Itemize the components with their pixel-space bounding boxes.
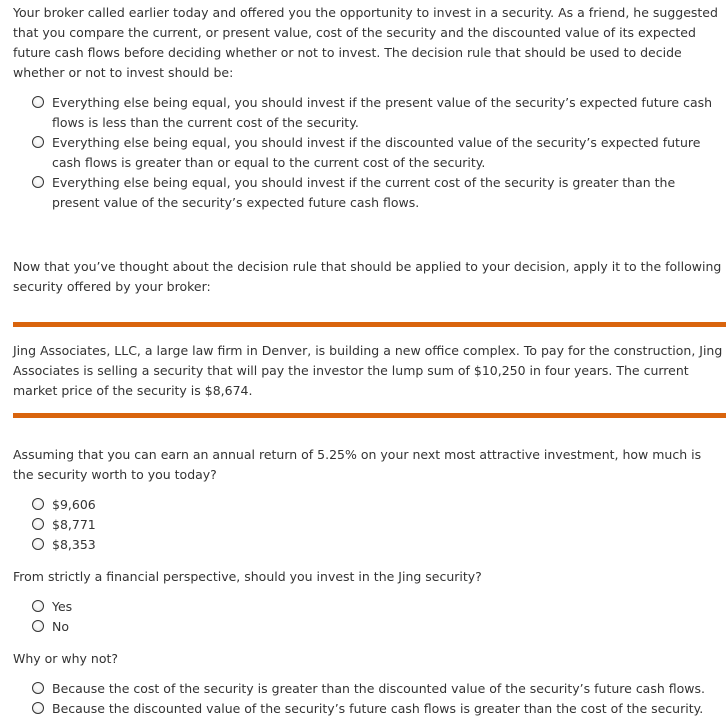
option-label: Yes bbox=[52, 599, 73, 614]
q3-prompt: From strictly a financial perspective, should you invest in the Jing security? bbox=[13, 569, 482, 584]
divider bbox=[13, 413, 726, 418]
radio-button[interactable] bbox=[32, 600, 44, 612]
radio-button[interactable] bbox=[32, 538, 44, 550]
q2-option-1[interactable] bbox=[32, 495, 96, 515]
q4-option-1[interactable] bbox=[32, 679, 726, 699]
option-label: Everything else being equal, you should invest if the present value of the security’s expected future cash flows is less than the current cost of the security. bbox=[52, 95, 713, 130]
radio-button[interactable] bbox=[32, 136, 44, 148]
q1-option-3[interactable] bbox=[32, 173, 726, 213]
option-label: Everything else being equal, you should invest if the discounted value of the security’s expected future cash flows is greater than or equal to the current cost of the security. bbox=[52, 135, 701, 170]
divider bbox=[13, 322, 726, 327]
q1-option-2[interactable] bbox=[32, 133, 726, 173]
option-label: Because the discounted value of the security’s future cash flows is greater than the cost of the security. bbox=[52, 701, 704, 716]
radio-button[interactable] bbox=[32, 620, 44, 632]
q3-option-yes[interactable] bbox=[32, 597, 72, 617]
radio-button[interactable] bbox=[32, 96, 44, 108]
q4-prompt: Why or why not? bbox=[13, 651, 119, 666]
q3-option-no[interactable] bbox=[32, 617, 69, 637]
radio-button[interactable] bbox=[32, 682, 44, 694]
scenario-text: Jing Associates, LLC, a large law firm in Denver, is building a new office complex. To pay for the construction, Jing Associates is selling a security that will pay the investor the lump sum of $10,250 in four years. The current market price of the security is $8,674. bbox=[13, 343, 723, 398]
option-label: $8,353 bbox=[52, 537, 96, 552]
radio-button[interactable] bbox=[32, 498, 44, 510]
intro-text: Now that you’ve thought about the decision rule that should be applied to your decision, apply it to the following security offered by your broker: bbox=[13, 259, 722, 294]
radio-button[interactable] bbox=[32, 518, 44, 530]
option-label: Everything else being equal, you should invest if the current cost of the security is greater than the present value of the security’s expected future cash flows. bbox=[52, 175, 676, 210]
q2-prompt: Assuming that you can earn an annual return of 5.25% on your next most attractive investment, how much is the security worth to you today? bbox=[13, 447, 702, 482]
option-label: $8,771 bbox=[52, 517, 96, 532]
q2-option-3[interactable] bbox=[32, 535, 96, 555]
q1-prompt: Your broker called earlier today and offered you the opportunity to invest in a security. As a friend, he suggested that you compare the current, or present value, cost of the security and the discounted value of its expected future cash flows before deciding whether or not to invest. The decision rule that should be used to decide whether or not to invest should be: bbox=[13, 5, 718, 80]
option-label: Because the cost of the security is greater than the discounted value of the security’s future cash flows. bbox=[52, 681, 705, 696]
q2-option-2[interactable] bbox=[32, 515, 96, 535]
option-label: $9,606 bbox=[52, 497, 96, 512]
q1-option-1[interactable] bbox=[32, 93, 726, 133]
option-label: No bbox=[52, 619, 69, 634]
radio-button[interactable] bbox=[32, 702, 44, 714]
radio-button[interactable] bbox=[32, 176, 44, 188]
q4-option-2[interactable] bbox=[32, 699, 726, 719]
